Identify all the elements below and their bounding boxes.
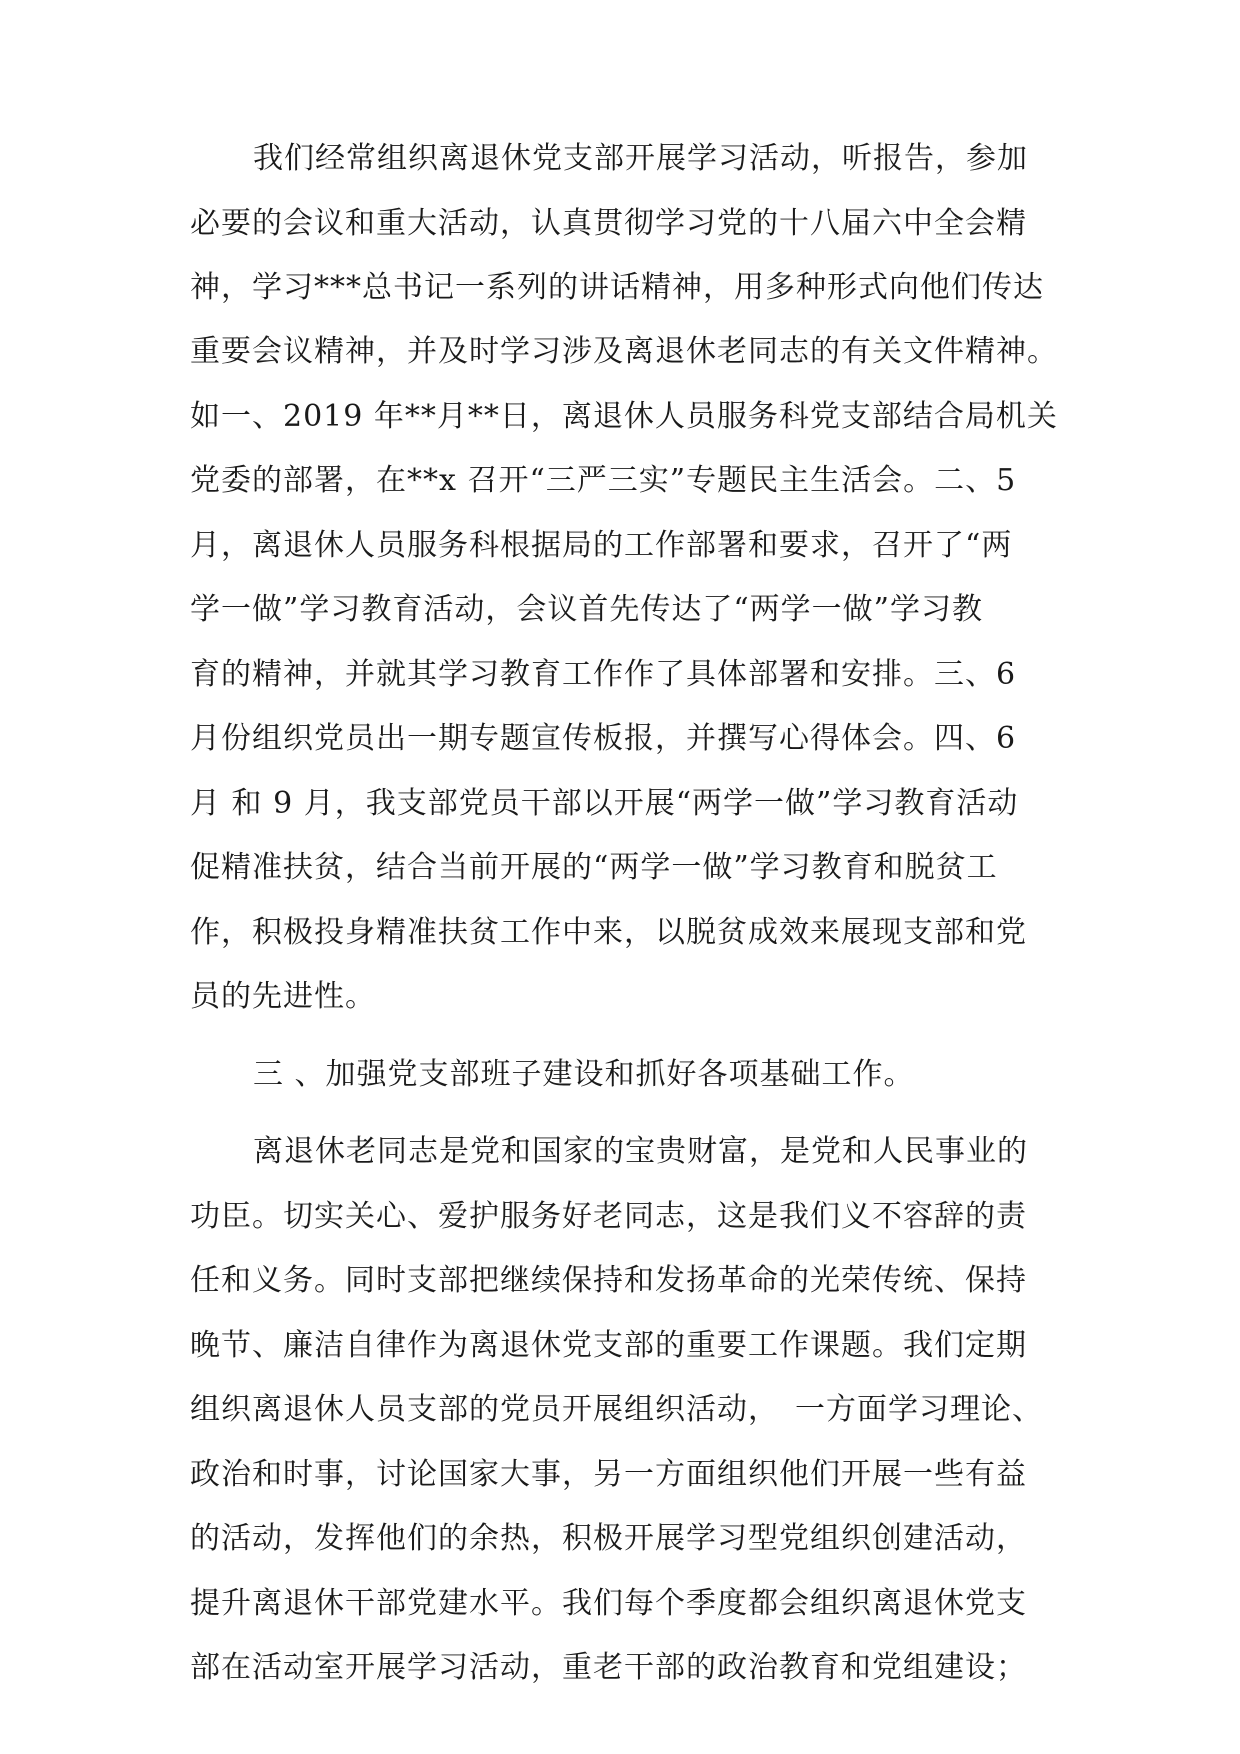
- paragraph-2-line: 组织离退休人员支部的党员开展组织活动， 一方面学习理论、: [190, 1392, 1043, 1427]
- section-heading: 三 、加强党支部班子建设和抓好各项基础工作。: [253, 1057, 915, 1092]
- paragraph-1-line: 月份组织党员出一期专题宣传板报，并撰写心得体会。四、6: [190, 721, 1017, 756]
- paragraph-2-line: 离退休老同志是党和国家的宝贵财富，是党和人民事业的: [253, 1134, 1028, 1169]
- paragraph-2-line: 提升离退休干部党建水平。我们每个季度都会组织离退休党支: [190, 1586, 1027, 1621]
- paragraph-1-line: 必要的会议和重大活动，认真贯彻学习党的十八届六中全会精: [190, 206, 1027, 241]
- paragraph-1-line: 作，积极投身精准扶贫工作中来，以脱贫成效来展现支部和党: [190, 915, 1027, 950]
- paragraph-2-line: 功臣。切实关心、爱护服务好老同志，这是我们义不容辞的责: [190, 1199, 1027, 1234]
- paragraph-1-line: 我们经常组织离退休党支部开展学习活动，听报告，参加: [253, 141, 1028, 176]
- paragraph-1-line: 如一、2019 年**月**日，离退休人员服务科党支部结合局机关: [190, 399, 1058, 434]
- paragraph-1-line: 员的先进性。: [190, 979, 376, 1014]
- paragraph-1-line: 月，离退休人员服务科根据局的工作部署和要求，召开了“两: [190, 528, 1013, 563]
- paragraph-2-line: 任和义务。同时支部把继续保持和发扬革命的光荣传统、保持: [190, 1263, 1027, 1298]
- paragraph-2-line: 的活动，发挥他们的余热，积极开展学习型党组织创建活动，: [190, 1521, 1027, 1556]
- paragraph-1-line: 促精准扶贫，结合当前开展的“两学一做”学习教育和脱贫工: [190, 850, 998, 885]
- paragraph-1-line: 学一做”学习教育活动，会议首先传达了“两学一做”学习教: [190, 592, 984, 627]
- paragraph-2-line: 部在活动室开展学习活动，重老干部的政治教育和党组建设；: [190, 1650, 1027, 1685]
- paragraph-2-line: 晚节、廉洁自律作为离退休党支部的重要工作课题。我们定期: [190, 1328, 1027, 1363]
- paragraph-1-line: 月 和 9 月，我支部党员干部以开展“两学一做”学习教育活动: [190, 786, 1019, 821]
- paragraph-1-line: 重要会议精神，并及时学习涉及离退休老同志的有关文件精神。: [190, 334, 1058, 369]
- paragraph-2-line: 政治和时事，讨论国家大事，另一方面组织他们开展一些有益: [190, 1457, 1027, 1492]
- paragraph-1-line: 党委的部署，在**x 召开“三严三实”专题民主生活会。二、5: [190, 463, 1017, 498]
- paragraph-1-line: 育的精神，并就其学习教育工作作了具体部署和安排。三、6: [190, 657, 1017, 692]
- paragraph-1-line: 神，学习***总书记一系列的讲话精神，用多种形式向他们传达: [190, 270, 1044, 305]
